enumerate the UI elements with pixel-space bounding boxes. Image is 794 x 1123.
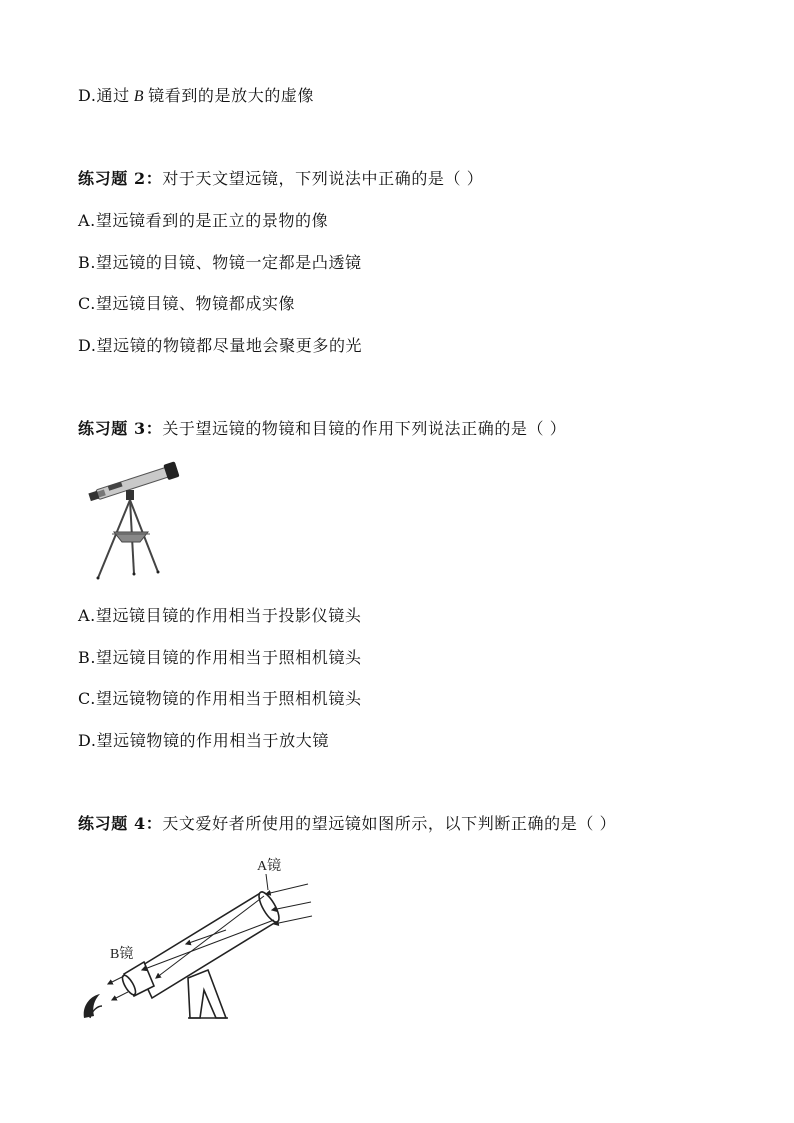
q2-option-b: B.望远镜的目镜、物镜一定都是凸透镜 <box>78 253 362 272</box>
q3-stem-line <box>78 418 566 440</box>
q4-stem: 天文爱好者所使用的望远镜如图所示，以下判断正确的是（ ） <box>162 814 617 833</box>
label-b-lens: B镜 <box>110 947 134 962</box>
prev-option-d <box>78 85 314 108</box>
q3-stem: 关于望远镜的物镜和目镜的作用下列说法正确的是（ ） <box>162 419 567 438</box>
q2-stem-line <box>78 168 483 190</box>
q3-option-b: B.望远镜目镜的作用相当于照相机镜头 <box>78 648 362 667</box>
q2-label: 练习题 2： <box>78 169 163 188</box>
q2-option-a: A.望远镜看到的是正立的景物的像 <box>78 211 329 230</box>
prev-option-d-prefix: D.通过 <box>78 86 130 105</box>
q2-stem: 对于天文望远镜，下列说法中正确的是（ ） <box>162 169 484 188</box>
telescope-ray-diagram <box>76 850 326 1025</box>
label-a-lens: A镜 <box>257 859 282 874</box>
q4-stem-line <box>78 813 616 835</box>
q2-option-d: D.望远镜的物镜都尽量地会聚更多的光 <box>78 336 363 355</box>
q3-option-a: A.望远镜目镜的作用相当于投影仪镜头 <box>78 606 362 625</box>
q2-option-c: C.望远镜目镜、物镜都成实像 <box>78 294 296 313</box>
prev-option-d-suffix: 镜看到的是放大的虚像 <box>148 86 315 105</box>
q3-label: 练习题 3： <box>78 419 163 438</box>
telescope-tripod-figure <box>84 450 184 585</box>
q3-option-c: C.望远镜物镜的作用相当于照相机镜头 <box>78 689 362 708</box>
q3-option-d: D.望远镜物镜的作用相当于放大镜 <box>78 731 329 750</box>
q4-label: 练习题 4： <box>78 814 163 833</box>
prev-option-d-letter: B <box>133 88 145 105</box>
